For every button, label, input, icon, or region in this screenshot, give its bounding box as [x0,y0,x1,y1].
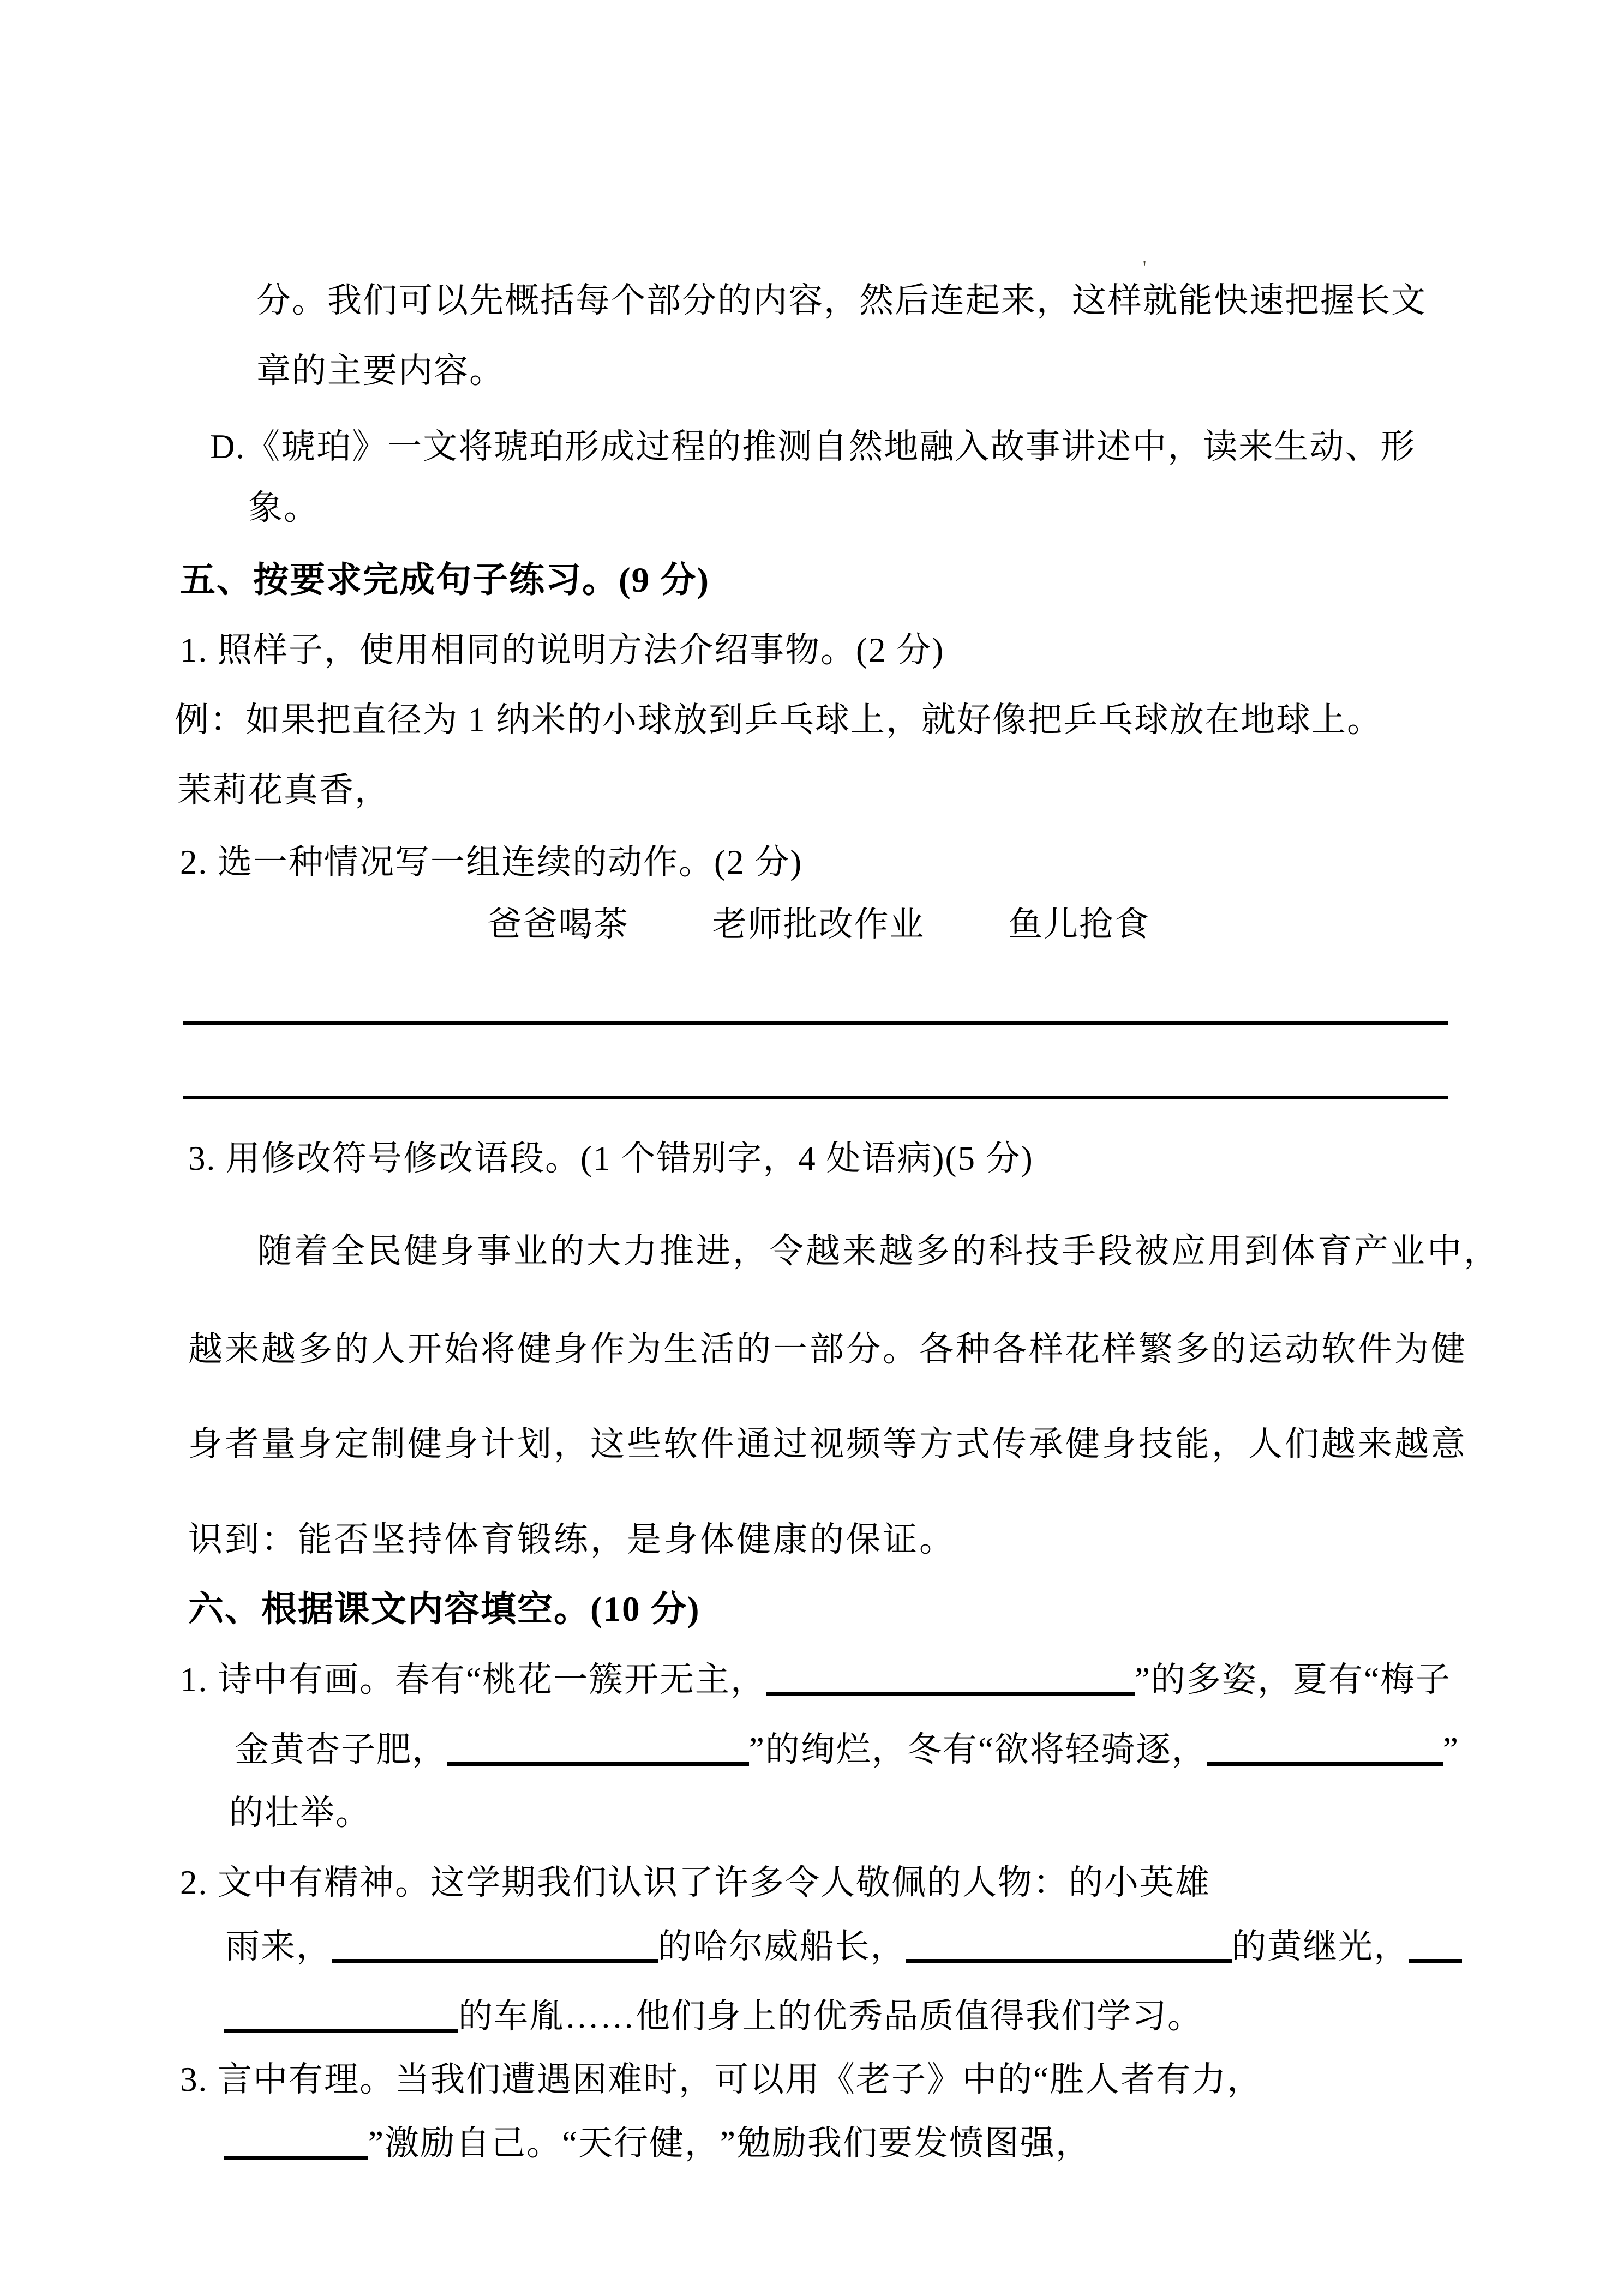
word-option: 老师批改作业 [712,905,925,943]
fill-text: 2. 文中有精神。这学期我们认识了许多令人敬佩的人物： [180,1864,1069,1902]
scan-artifact-mark: ' [1143,257,1147,278]
word-option: 鱼儿抢食 [1008,905,1150,943]
answer-blank [332,1959,658,1963]
answer-blank [766,1692,1135,1696]
section6-q2-line1 [180,1861,1451,1904]
section5-q2-prompt: 2. 选一种情况写一组连续的动作。(2 分) [180,843,803,881]
fill-text: ”的多姿，夏有“梅子 [1135,1661,1451,1699]
answer-rule-line [183,1021,1448,1025]
paragraph-line: 识到：能否坚持体育锻练，是身体健康的保证。 [188,1520,956,1559]
body-line-continuation: 章的主要内容。 [256,352,505,390]
fill-text: ”勉励我们要发愤图强， [720,2124,1091,2162]
fill-text: ”激励自己。“天行健， [368,2124,720,2162]
paragraph-line: 越来越多的人开始将健身作为生活的一部分。各种各样花样繁多的运动软件为健 [188,1330,1467,1368]
section6-q2-line2 [225,1925,1462,1968]
paragraph-line: 随着全民健身事业的大力推进，令越来越多的科技手段被应用到体育产业中， [257,1232,1500,1270]
answer-blank [1207,1762,1443,1766]
fill-text: 的哈尔威船长， [657,1927,906,1966]
fill-text: 雨来， [225,1927,332,1966]
paragraph-line: 身者量身定制健身计划，这些软件通过视频等方式传承健身技能，人们越来越意 [188,1425,1467,1463]
answer-blank [224,2156,368,2160]
option-d-line: D.《琥珀》一文将琥珀形成过程的推测自然地融入故事讲述中，读来生动、形 [210,428,1416,466]
section5-q1-example: 例：如果把直径为 1 纳米的小球放到乒乓球上，就好像把乒乓球放在地球上。 [175,701,1382,739]
section6-q3-line1 [180,2058,1459,2101]
section6-q2-line3 [224,1994,1203,2038]
option-d-continuation: 象。 [248,489,319,527]
answer-rule-line [183,1096,1448,1099]
section6-q1-line3: 的壮举。 [229,1794,371,1832]
section6-q1-line1 [180,1658,1451,1702]
answer-blank [447,1762,749,1766]
answer-blank [906,1959,1232,1963]
section6-q1-line2 [235,1728,1459,1771]
fill-text: 3. 言中有理。当我们遭遇困难时，可以用《老子》中的“胜人者有力， [180,2060,1262,2099]
fill-text: 的黄继光， [1232,1927,1410,1966]
section6-q3-line2 [224,2121,1451,2165]
answer-blank [1409,1959,1462,1963]
fill-text: 的小英雄 [1069,1864,1210,1902]
section5-q2-word-options [487,903,1150,946]
fill-stem: 茉莉花真香， [177,771,390,809]
fill-text: 金黄杏子肥， [235,1730,447,1769]
section5-q1-fill-line [177,768,1451,812]
fill-text: 1. 诗中有画。春有“桃花一簇开无主， [180,1661,766,1699]
word-option: 爸爸喝茶 [487,905,629,943]
section6-heading: 六、根据课文内容填空。(10 分) [188,1590,700,1629]
section5-heading: 五、按要求完成句子练习。(9 分) [180,561,710,600]
body-line-continuation: 分。我们可以先概括每个部分的内容，然后连起来，这样就能快速把握长文 [256,281,1427,320]
fill-text: ” [1443,1730,1459,1769]
fill-text: 的车胤……他们身上的优秀品质值得我们学习。 [458,1997,1203,2035]
section5-q3-prompt: 3. 用修改符号修改语段。(1 个错别字，4 处语病)(5 分) [188,1139,1034,1177]
fill-text: ”的绚烂，冬有“欲将轻骑逐， [748,1730,1207,1769]
section5-q1-prompt: 1. 照样子，使用相同的说明方法介绍事物。(2 分) [180,631,945,669]
answer-blank [224,2029,458,2033]
